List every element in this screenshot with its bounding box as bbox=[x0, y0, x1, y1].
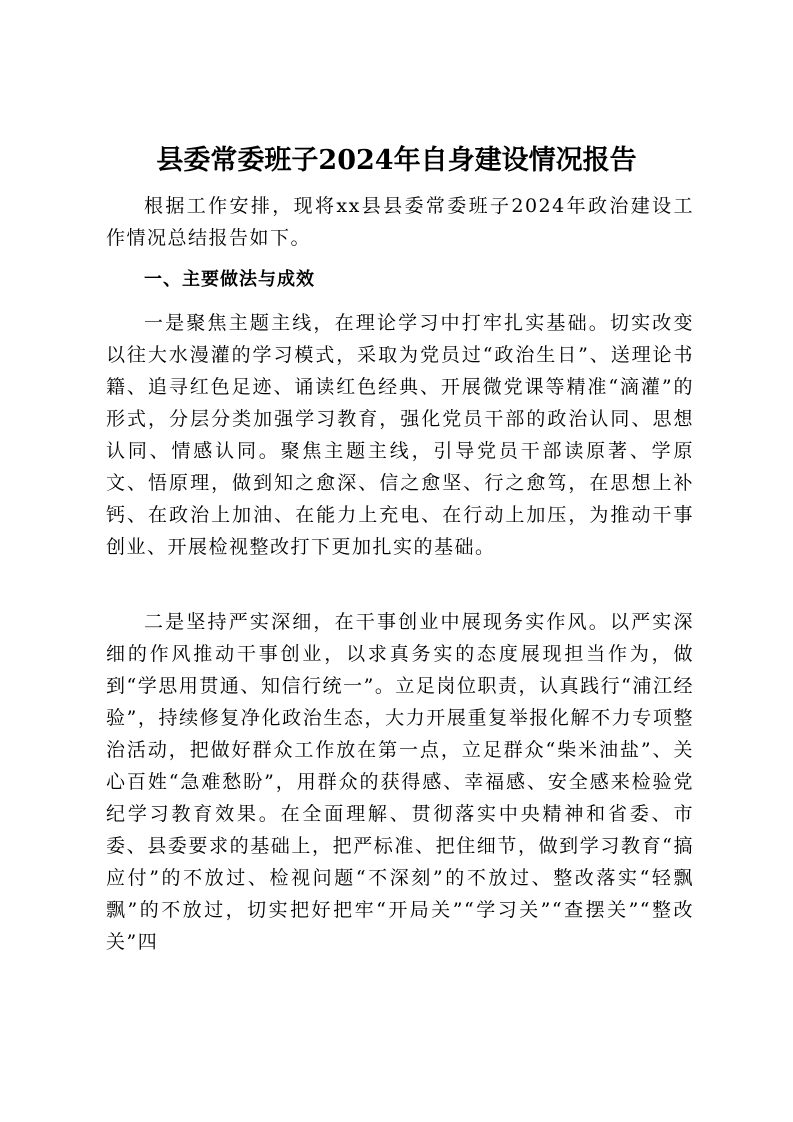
body-paragraph-2: 二是坚持严实深细，在干事创业中展现务实作风。以严实深细的作风推动干事创业，以求真务实的态度展现担当作为，做到“学思用贯通、知信行统一”。立足岗位职责，认真践行“浦江经验”，持续修复净化政治生态，大力开展重复举报化解不力专项整治活动，把做好群众工作放在第一点，立足群众“柴米油盐”、关心百姓“急难愁盼”，用群众的获得感、幸福感、安全感来检验党纪学习教育效果。在全面理解、贯彻落实中央精神和省委、市委、县委要求的基础上，把严标准、把住细节，做到学习教育“搞应付”的不放过、检视问题“不深刻”的不放过、整改落实“轻飘飘”的不放过，切实把好把牢“开局关”“学习关”“查摆关”“整改关”四 bbox=[106, 611, 694, 953]
document-title: 县委常委班子2024年自身建设情况报告 bbox=[156, 145, 637, 176]
section-heading: 一、主要做法与成效 bbox=[144, 269, 315, 290]
intro-paragraph: 根据工作安排，现将xx县县委常委班子2024年政治建设工作情况总结报告如下。 bbox=[106, 195, 694, 249]
body-paragraph-1: 一是聚焦主题主线，在理论学习中打牢扎实基础。切实改变以往大水漫灌的学习模式，采取为党员过“政治生日”、送理论书籍、追寻红色足迹、诵读红色经典、开展微党课等精准“滴灌”的形式，分层分类加强学习教育，强化党员干部的政治认同、思想认同、情感认同。聚焦主题主线，引导党员干部读原著、学原文、悟原理，做到知之愈深、信之愈坚、行之愈笃，在思想上补钙、在政治上加油、在能力上充电、在行动上加压，为推动干事创业、开展检视整改打下更加扎实的基础。 bbox=[106, 312, 694, 558]
